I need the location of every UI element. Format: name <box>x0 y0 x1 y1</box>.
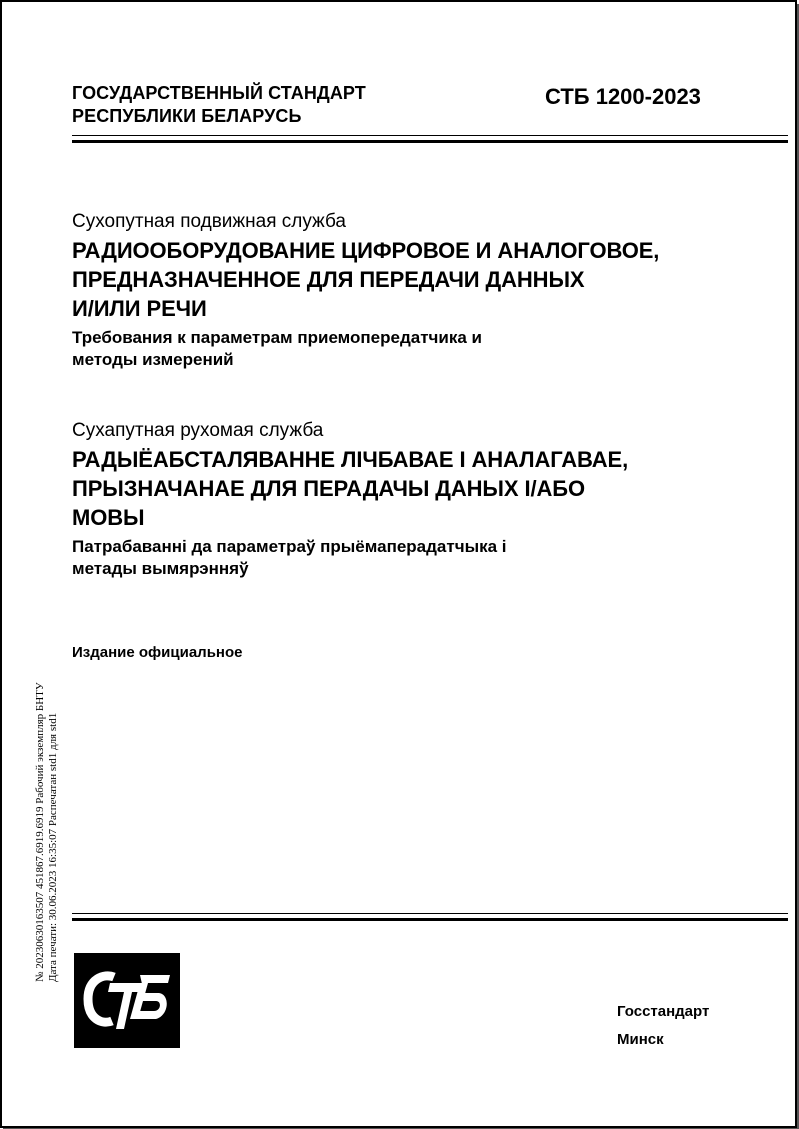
footer-divider-thin <box>72 913 788 914</box>
by-title-line: РАДЫЁАБСТАЛЯВАННЕ ЛІЧБАВАЕ І АНАЛАГАВАЕ, <box>72 447 629 472</box>
ru-title-block <box>72 210 772 371</box>
publisher-city: Минск <box>617 1031 664 1048</box>
by-title-line: ПРЫЗНАЧАНАЕ ДЛЯ ПЕРАДАЧЫ ДАНЫХ І/АБО <box>72 476 585 501</box>
ru-subtitle: Сухопутная подвижная служба <box>72 211 346 232</box>
by-title-line: МОВЫ <box>72 505 145 530</box>
header-divider-thin <box>72 135 788 136</box>
ru-title-line: ПРЕДНАЗНАЧЕННОЕ ДЛЯ ПЕРЕДАЧИ ДАННЫХ <box>72 267 585 292</box>
by-title-block <box>72 419 772 580</box>
by-requirements-line: метады вымярэнняў <box>72 559 249 578</box>
ru-requirements <box>72 327 772 371</box>
by-title <box>72 445 772 532</box>
ru-title <box>72 236 772 323</box>
ru-title-line: И/ИЛИ РЕЧИ <box>72 296 207 321</box>
watermark-line-1: № 20230630163507 451867.6919.6919 Рабочий экземпляр БНТУ <box>34 682 46 982</box>
ru-requirements-line: методы измерений <box>72 350 234 369</box>
by-requirements-line: Патрабаванні да параметраў прыёмаперадатчыка і <box>72 537 507 556</box>
footer-divider-thick <box>72 918 788 921</box>
standard-header <box>72 82 366 128</box>
edition-label: Издание официальное <box>72 644 243 661</box>
header-divider-thick <box>72 140 788 143</box>
ru-requirements-line: Требования к параметрам приемопередатчика и <box>72 328 483 347</box>
publisher-block <box>617 998 709 1054</box>
header-line-1: ГОСУДАРСТВЕННЫЙ СТАНДАРТ <box>72 83 366 103</box>
standard-code: СТБ 1200-2023 <box>545 84 701 109</box>
by-subtitle: Сухапутная рухомая служба <box>72 420 324 441</box>
ru-title-line: РАДИООБОРУДОВАНИЕ ЦИФРОВОЕ И АНАЛОГОВОЕ, <box>72 238 660 263</box>
publisher-name: Госстандарт <box>617 1003 710 1020</box>
by-requirements <box>72 536 772 580</box>
watermark-line-2: Дата печати: 30.06.2023 16:35:07 Распечатан std1 для std1 <box>47 712 59 982</box>
stb-logo-icon <box>74 953 180 1048</box>
header-line-2: РЕСПУБЛИКИ БЕЛАРУСЬ <box>72 106 302 126</box>
print-watermark <box>34 682 60 982</box>
